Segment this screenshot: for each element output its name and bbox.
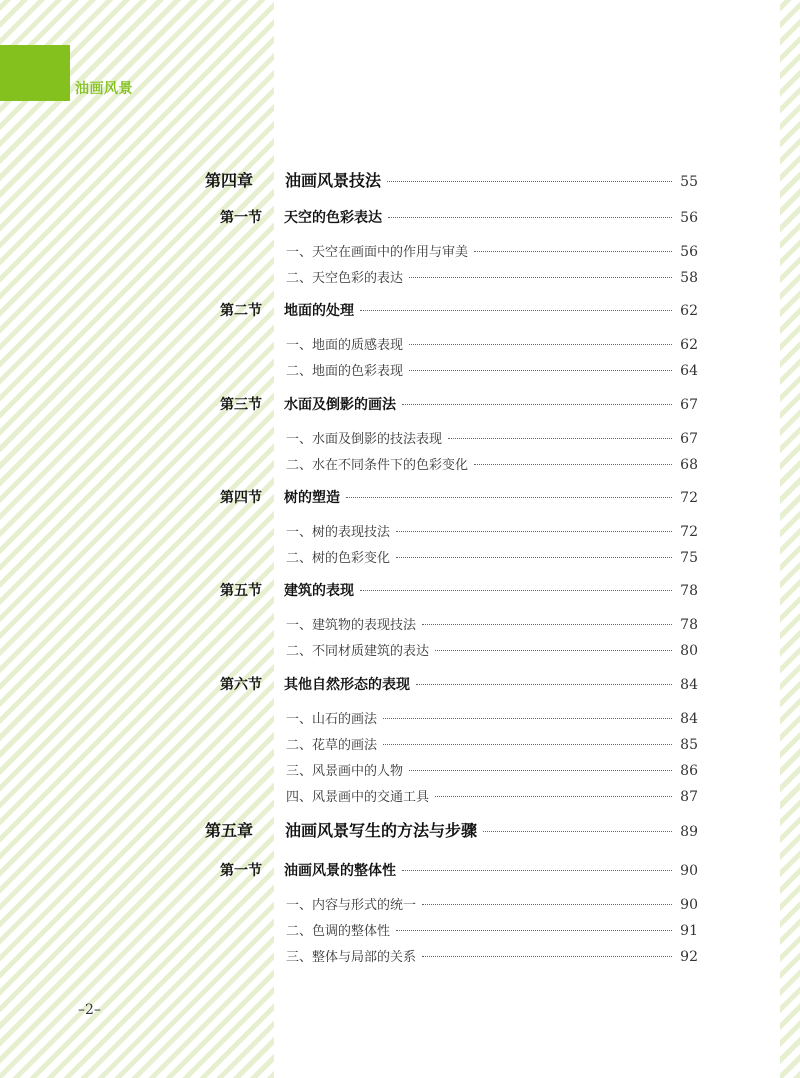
section-title: 地面的处理	[284, 303, 354, 319]
toc-section	[220, 860, 698, 880]
section-label: 第四节	[220, 490, 262, 506]
dot-leader	[396, 531, 672, 532]
toc-page-number: 62	[680, 337, 698, 353]
toc-page-number: 89	[680, 824, 698, 840]
section-label: 第六节	[220, 677, 262, 693]
chapter-title: 油画风景技法	[285, 171, 382, 190]
dot-leader	[402, 404, 672, 405]
toc-page-number: 68	[680, 457, 698, 473]
dot-leader	[409, 277, 672, 278]
toc-page-number: 87	[680, 789, 698, 805]
toc-page-number: 92	[680, 949, 698, 965]
toc-chapter	[205, 168, 698, 191]
dot-leader	[388, 217, 672, 218]
section-title: 树的塑造	[284, 490, 340, 506]
dot-leader	[409, 344, 672, 345]
dot-leader	[396, 557, 672, 558]
dot-leader	[383, 744, 672, 745]
toc-item	[286, 454, 698, 473]
item-title: 一、天空在画面中的作用与审美	[286, 245, 469, 260]
item-title: 四、风景画中的交通工具	[286, 790, 430, 805]
toc-page-number: 67	[680, 397, 698, 413]
dot-leader	[422, 904, 672, 905]
toc-item	[286, 360, 698, 379]
section-title: 水面及倒影的画法	[284, 397, 396, 413]
decorative-stripes-left	[0, 0, 274, 1078]
dot-leader	[383, 718, 672, 719]
toc-page-number: 75	[680, 550, 698, 566]
toc-page-number: 64	[680, 363, 698, 379]
toc-page-number: 78	[680, 617, 698, 633]
dot-leader	[387, 181, 672, 182]
item-title: 一、树的表现技法	[286, 525, 391, 540]
section-title: 天空的色彩表达	[284, 210, 382, 226]
dot-leader	[448, 438, 672, 439]
item-title: 二、天空色彩的表达	[286, 271, 404, 286]
toc-item	[286, 760, 698, 779]
toc-item	[286, 334, 698, 353]
item-title: 二、地面的色彩表现	[286, 364, 404, 379]
dot-leader	[435, 650, 672, 651]
chapter-title: 油画风景写生的方法与步骤	[285, 821, 478, 840]
book-title: 油画风景	[75, 81, 133, 97]
item-title: 一、内容与形式的统一	[286, 898, 417, 913]
dot-leader	[402, 870, 672, 871]
dot-leader	[409, 770, 672, 771]
item-title: 二、花草的画法	[286, 738, 378, 753]
toc-item	[286, 786, 698, 805]
toc-page-number: 62	[680, 303, 698, 319]
item-title: 一、建筑物的表现技法	[286, 618, 417, 633]
dot-leader	[474, 251, 672, 252]
toc-page-number: 91	[680, 923, 698, 939]
section-title: 其他自然形态的表现	[284, 677, 410, 693]
item-title: 二、树的色彩变化	[286, 551, 391, 566]
toc-section	[220, 207, 698, 227]
toc-page-number: 56	[680, 244, 698, 260]
toc-page-number: 55	[680, 174, 698, 190]
toc-item	[286, 521, 698, 540]
toc-page-number: 86	[680, 763, 698, 779]
item-title: 一、山石的画法	[286, 712, 378, 727]
dot-leader	[483, 831, 672, 832]
toc-item	[286, 614, 698, 633]
toc-item	[286, 428, 698, 447]
toc-page-number: 80	[680, 643, 698, 659]
toc-item	[286, 547, 698, 566]
item-title: 二、色调的整体性	[286, 924, 391, 939]
toc-page-number: 72	[680, 524, 698, 540]
toc-page-number: 85	[680, 737, 698, 753]
toc-item	[286, 946, 698, 965]
toc-page-number: 67	[680, 431, 698, 447]
toc-section	[220, 394, 698, 414]
toc-page-number: 90	[680, 863, 698, 879]
item-title: 一、水面及倒影的技法表现	[286, 432, 443, 447]
decorative-stripes-right	[780, 0, 800, 1078]
section-label: 第一节	[220, 863, 262, 879]
toc-section	[220, 487, 698, 507]
dot-leader	[422, 624, 672, 625]
toc-page-number: 58	[680, 270, 698, 286]
item-title: 一、地面的质感表现	[286, 338, 404, 353]
toc-page-number: 56	[680, 210, 698, 226]
dot-leader	[416, 684, 672, 685]
dot-leader	[409, 370, 672, 371]
toc-item	[286, 241, 698, 260]
toc-item	[286, 734, 698, 753]
section-label: 第五节	[220, 583, 262, 599]
chapter-label: 第五章	[205, 821, 254, 840]
item-title: 三、整体与局部的关系	[286, 950, 417, 965]
toc-section	[220, 674, 698, 694]
toc-section	[220, 300, 698, 320]
toc-page-number: 72	[680, 490, 698, 506]
dot-leader	[396, 930, 672, 931]
dot-leader	[346, 497, 672, 498]
toc-item	[286, 267, 698, 286]
item-title: 三、风景画中的人物	[286, 764, 404, 779]
toc-page-number: 90	[680, 897, 698, 913]
header-color-tab	[0, 45, 70, 101]
toc-item	[286, 708, 698, 727]
section-label: 第二节	[220, 303, 262, 319]
toc-section	[220, 580, 698, 600]
toc-item	[286, 920, 698, 939]
page-number: –2–	[78, 1002, 101, 1018]
toc-page-number: 78	[680, 583, 698, 599]
toc-item	[286, 640, 698, 659]
chapter-label: 第四章	[205, 171, 254, 190]
toc-item	[286, 894, 698, 913]
section-label: 第三节	[220, 397, 262, 413]
toc-page-number: 84	[680, 711, 698, 727]
toc-page-number: 84	[680, 677, 698, 693]
section-title: 建筑的表现	[284, 583, 354, 599]
toc-chapter	[205, 818, 698, 841]
item-title: 二、水在不同条件下的色彩变化	[286, 458, 469, 473]
section-label: 第一节	[220, 210, 262, 226]
dot-leader	[422, 956, 672, 957]
dot-leader	[435, 796, 672, 797]
dot-leader	[360, 590, 672, 591]
dot-leader	[360, 310, 672, 311]
section-title: 油画风景的整体性	[284, 863, 396, 879]
dot-leader	[474, 464, 672, 465]
item-title: 二、不同材质建筑的表达	[286, 644, 430, 659]
